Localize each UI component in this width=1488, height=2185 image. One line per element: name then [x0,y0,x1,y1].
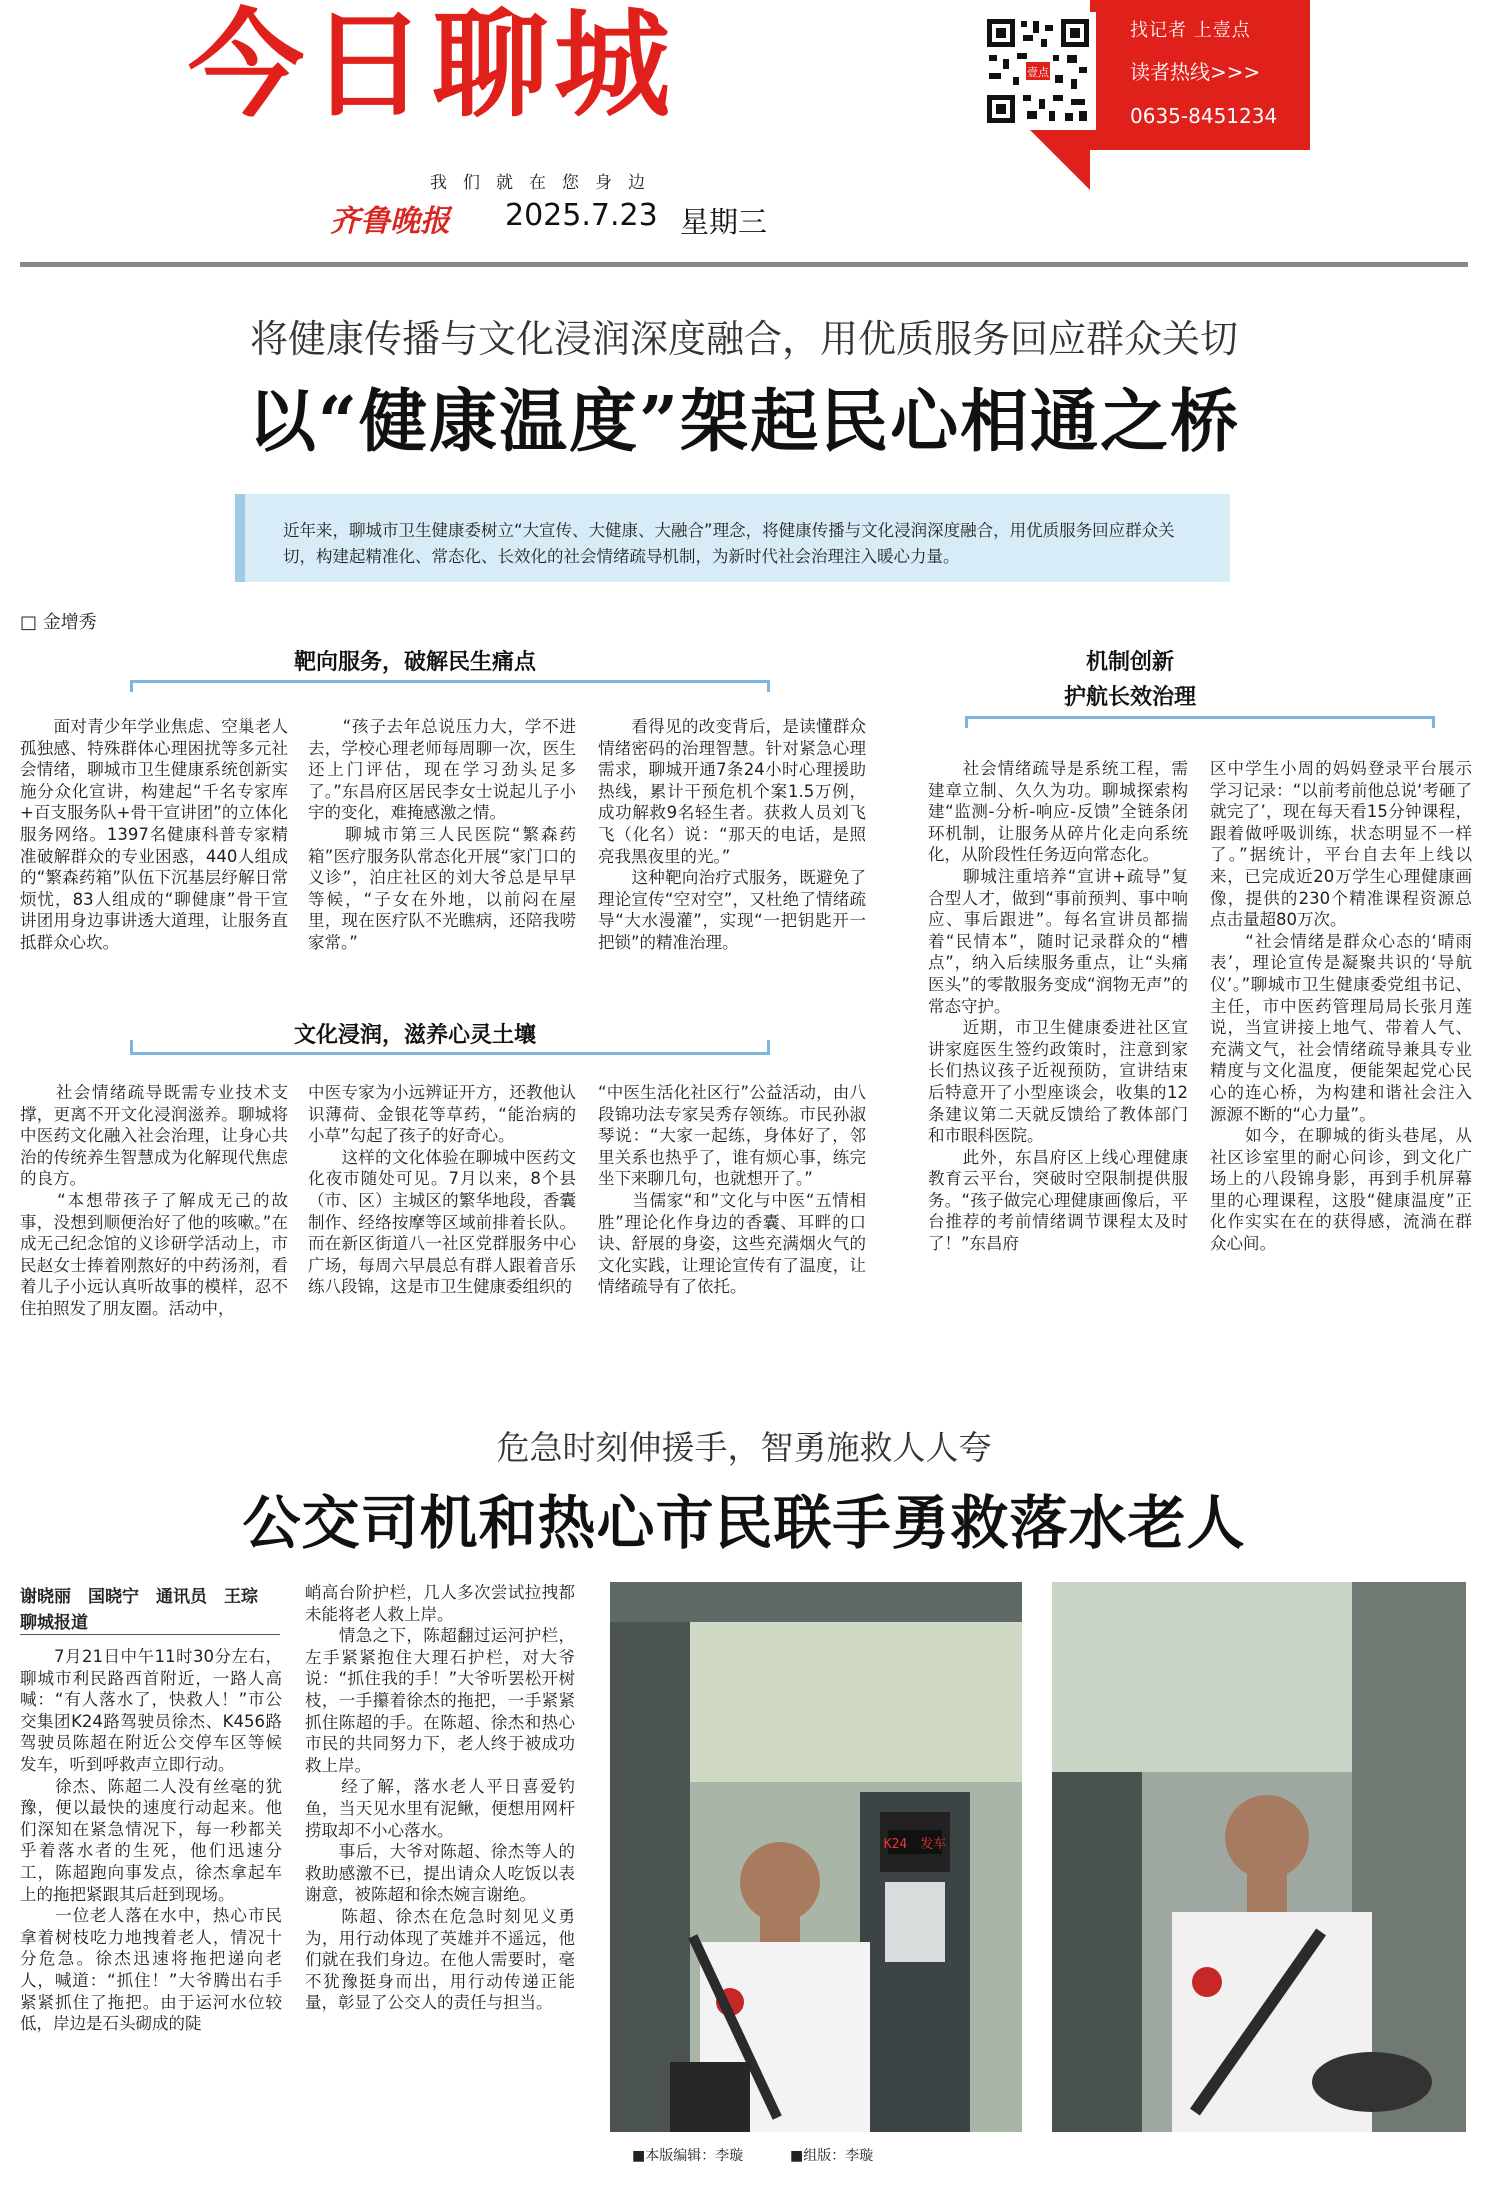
article1-column-2a: “孩子去年总说压力大，学不进去，学校心理老师每周聊一次，医生还上门评估，现在学习劲头足多了。”东昌府区居民李女士说起儿子小宇的变化，难掩感激之情。 聊城市第三人民医院“繁森药箱”医疗服务队常态化开展“家门口的义诊”，泊庄社区的刘大爷总是早早等候，“子女在外地，以前闷在屋里，现在医疗队不光瞧病，还陪我唠家常。” [308,717,576,952]
driver-photo-chenchao [1052,1582,1466,2132]
article1-lead-box [235,494,1230,582]
article1-column-3a: 看得见的改变背后，是读懂群众情绪密码的治理智慧。针对紧急心理需求，聊城开通7条24小时心理援助热线，累计干预危机个案1.5万例，成功解救9名轻生者。获救人员刘飞飞（化名）说：“那天的电话，是照亮我黑夜里的光。” 这种靶向治疗式服务，既避免了理论宣传“空对空”，又杜绝了情绪疏导“大水漫灌”，实现“一把钥匙开一把锁”的精准治理。 [598,717,866,952]
article1-column-5: 区中学生小周的妈妈登录平台展示学习记录：“以前考前他总说‘考砸了就完了’，现在每天看15分钟课程，跟着做呼吸训练，状态明显不一样了。”据统计，平台自去年上线以来，已完成近20万学生心理健康画像，提供的230个精准课程资源总点击量超80万次。 “社会情绪是群众心态的‘晴雨表’，理论宣传是凝聚共识的‘导航仪’。”聊城市卫生健康委党组书记、主任，市中医药管理局局长张月莲说，当宣讲接上地气、带着人气、充满文气，社会情绪疏导兼具专业精度与文化温度，便能架起党心民心的连心桥，为构建和谐社会注入源源不断的“心力量”。 如今，在聊城的街头巷尾，从社区诊室里的耐心问诊，到文化广场上的八段锦身影，再到手机屏幕里的心理课程，这股“健康温度”正化作实实在在的获得感，流淌在群众心间。 [1210,759,1472,1254]
section-rule-tick [130,680,133,692]
bus-display-text: K24 发车 [883,1837,947,1852]
section-rule-2 [130,1052,770,1055]
masthead-divider [20,262,1468,267]
article2-column-2: 峭高台阶护栏，几人多次尝试拉拽都未能将老人救上岸。 情急之下，陈超翻过运河护栏，左手紧紧抱住大理石护栏，对大爷说：“抓住我的手！”大爷听罢松开树枝，一手攥着徐杰的拖把，一手紧紧抓住陈超的手。在陈超、徐杰和热心市民的共同努力下，老人终于被成功救上岸。 经了解，落水老人平日喜爱钓鱼，当天见水里有泥鳅，便想用网杆捞取却不小心落水。 事后，大爷对陈超、徐杰等人的救助感激不已，提出请众人吃饭以表谢意，被陈超和徐杰婉言谢绝。 陈超、徐杰在危急时刻见义勇为，用行动体现了英雄并不遥远，他们就在我们身边。在他人需要时，毫不犹豫挺身而出，用行动传递正能量，彰显了公交人的责任与担当。 [305,1583,575,2013]
article2-byline-place: 聊城报道 [20,1613,88,1633]
article1-column-4: 社会情绪疏导是系统工程，需建章立制、久久为功。聊城探索构建“监测-分析-响应-反馈”全链条闭环机制，让服务从碎片化走向系统化，从阶段性任务迈向常态化。 聊城注重培养“宣讲+疏导”复合型人才，做到“事前预判、事中响应、事后跟进”。每名宣讲员都揣着“民情本”，随时记录群众的“槽点”，纳入后续服务重点，让“头痛医头”的零散服务变成“润物无声”的常态守护。 近期，市卫生健康委进社区宣讲家庭医生签约政策时，注意到家长们热议孩子近视预防，宣讲结束后特意开了小型座谈会，收集的12条建议第二天就反馈给了教体部门和市眼科医院。 此外，东昌府区上线心理健康教育云平台，突破时空限制提供服务。“孩子做完心理健康画像后，平台推荐的考前情绪调节课程太及时了！”东昌府 [928,759,1188,1254]
section-rule-1 [130,680,770,683]
hotline-slogan: 找记者 上壹点 [1130,20,1251,41]
section-rule-3 [965,716,1435,719]
section-heading-1: 靶向服务，破解民生痛点 [293,650,536,675]
article2-subtitle: 危急时刻伸援手，智勇施救人人夸 [496,1428,992,1467]
hotline-label: 读者热线>>> [1130,60,1261,84]
article1-subtitle: 将健康传播与文化浸润深度融合，用优质服务回应群众关切 [249,317,1238,361]
section-rule-tick [965,716,968,728]
article1-byline: □ 金增秀 [20,612,97,633]
lead-accent-bar [235,494,245,582]
driver-photo-xujie [610,1582,1022,2132]
hotline-number: 0635-8451234 [1130,104,1278,128]
section-rule-tick [767,680,770,692]
section-heading-2: 文化浸润，滋养心灵土壤 [293,1023,536,1048]
article2-byline-reporters: 谢晓丽 国晓宁 通讯员 王琮 [20,1587,258,1607]
section-rule-tick [1432,716,1435,728]
article1-title: 以“健康温度”架起民心相通之桥 [247,382,1241,462]
footer-editor: ■本版编辑：李璇 [632,2148,744,2164]
masthead-title: 今日聊城 [188,0,676,133]
paper-logo: 齐鲁晚报 [330,204,450,239]
issue-date: 2025.7.23 [505,198,658,233]
article1-column-1b: 社会情绪疏导既需专业技术支撑，更离不开文化浸润滋养。聊城将中医药文化融入社会治理，让身心共治的传统养生智慧成为化解现代焦虑的良方。 “本想带孩子了解成无己的故事，没想到顺便治好了他的咳嗽。”在成无己纪念馆的义诊研学活动上，市民赵女士捧着刚熬好的中药汤剂，看着儿子小远认真听故事的模样，忍不住拍照发了朋友圈。活动中， [20,1083,288,1318]
section-heading-3a: 机制创新 [1085,650,1174,675]
article1-column-3b: “中医生活化社区行”公益活动，由八段锦功法专家吴秀存领练。市民孙淑琴说：“大家一起练，身体好了，邻里关系也热乎了，谁有烦心事，练完坐下来聊几句，也就想开了。” 当儒家“和”文化与中医“五情相胜”理论化作身边的香囊、耳畔的口诀、舒展的身姿，这些充满烟火气的文化实践，让理论宣传有了温度，让情绪疏导有了依托。 [598,1083,866,1297]
qr-center-label: 壹点 [1027,66,1049,79]
byline-rule [20,1634,280,1635]
section-heading-3b: 护航长效治理 [1063,685,1196,710]
qr-code-icon[interactable] [980,12,1096,130]
issue-weekday: 星期三 [680,205,768,239]
hotline-box [1090,0,1310,150]
article2-column-1: 7月21日中午11时30分左右，聊城市利民路西首附近，一路人高喊：“有人落水了，快救人！”市公交集团K24路驾驶员徐杰、K456路驾驶员陈超在附近公交停车区等候发车，听到呼救声立即行动。 徐杰、陈超二人没有丝毫的犹豫，便以最快的速度行动起来。他们深知在紧急情况下，每一秒都关乎着落水者的生死，他们迅速分工，陈超跑向事发点，徐杰拿起车上的拖把紧跟其后赶到现场。 一位老人落在水中，热心市民拿着树枝吃力地拽着老人，情况十分危急。徐杰迅速将拖把递向老人，喊道：“抓住！”大爷腾出右手紧紧抓住了拖把。由于运河水位较低，岸边是石头砌成的陡 [20,1647,282,2034]
article1-column-2b: 中医专家为小远辨证开方，还教他认识薄荷、金银花等草药，“能治病的小草”勾起了孩子的好奇心。 这样的文化体验在聊城中医药文化夜市随处可见。7月以来，8个县（市、区）主城区的繁华地段，香囊制作、经络按摩等区域前排着长队。而在新区街道八一社区党群服务中心广场，每周六早晨总有群人跟着音乐练八段锦，这是市卫生健康委组织的 [308,1083,576,1297]
article1-column-1a: 面对青少年学业焦虑、空巢老人孤独感、特殊群体心理困扰等多元社会情绪，聊城市卫生健康系统创新实施分众化宣讲，构建起“千名专家库+百支服务队+骨干宣讲团”的立体化服务网络。1397名健康科普专家精准破解群众的专业困惑，440人组成的“繁森药箱”队伍下沉基层纾解日常烦忧，83人组成的“聊健康”骨干宣讲团用身边事讲透大道理，让服务直抵群众心坎。 [20,717,288,952]
section-rule-tick [767,1040,770,1052]
article1-lead: 近年来，聊城市卫生健康委树立“大宣传、大健康、大融合”理念，将健康传播与文化浸润深度融合，用优质服务回应群众关切，构建起精准化、常态化、长效化的社会情绪疏导机制，为新时代社会治理注入暖心力量。 [283,521,1175,566]
masthead-slogan: 我们就在您身边 [430,173,661,193]
article2-title: 公交司机和热心市民联手勇救落水老人 [242,1489,1246,1557]
footer-layout: ■组版：李璇 [790,2148,874,2164]
section-rule-tick [130,1040,133,1052]
